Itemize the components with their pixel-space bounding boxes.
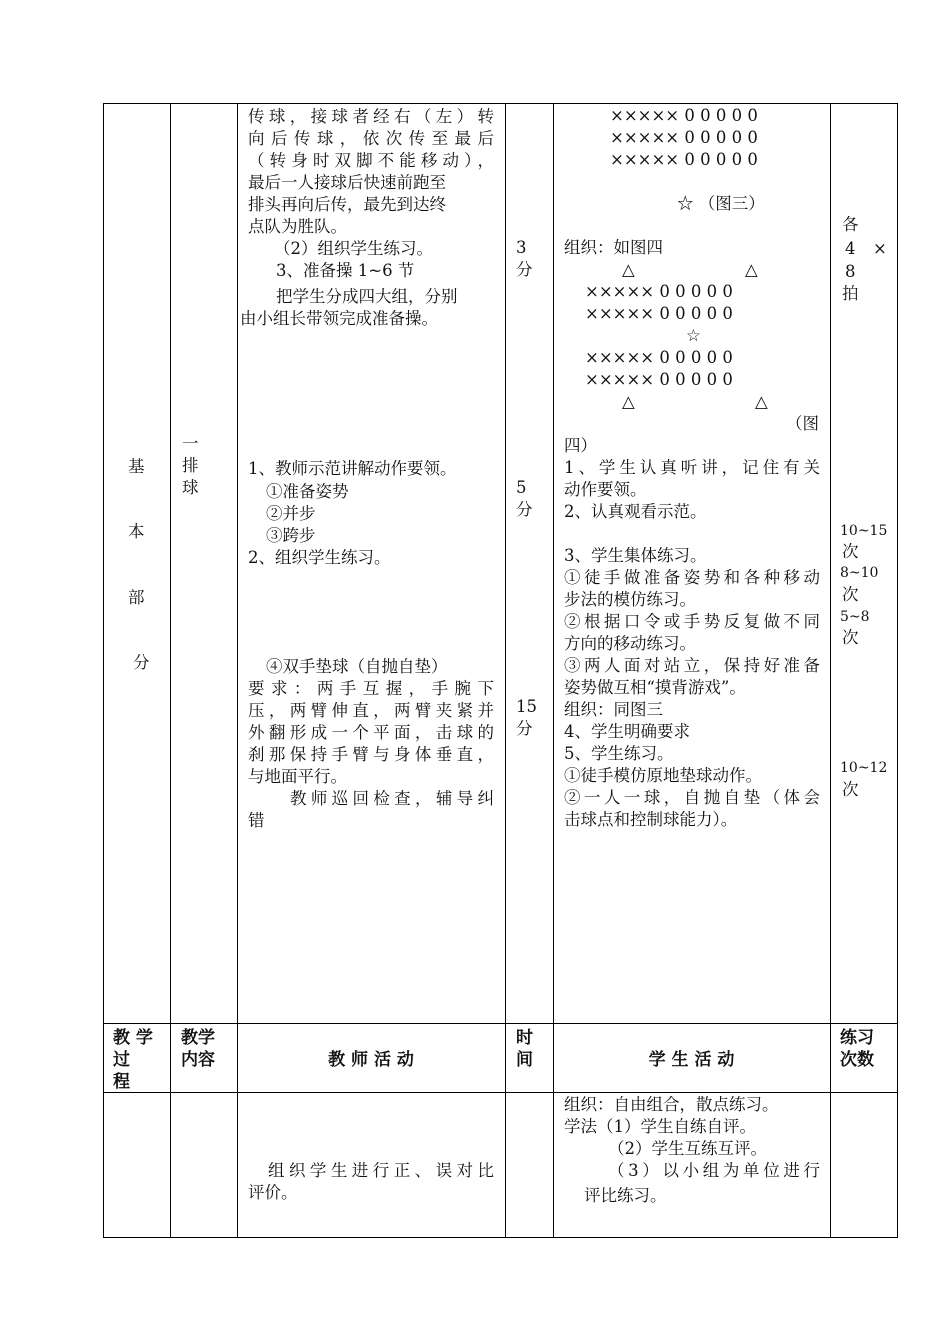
formation-row: ××××× 0 0 0 0 0 — [610, 128, 758, 147]
bottom-student-line: （3）以小组为单位进行 — [608, 1161, 820, 1180]
triangle-marker: △ — [755, 392, 768, 411]
header-student: 学 生 活 动 — [648, 1050, 735, 1070]
header-time: 时 — [516, 1028, 533, 1048]
bottom-student-line: （2）学生互练互评。 — [608, 1139, 767, 1158]
teacher-line: 要求：两手互握，手腕下 — [248, 679, 494, 698]
teacher-line: 点队为胜队。 — [248, 217, 347, 236]
teacher-line: 1、教师示范讲解动作要领。 — [248, 459, 457, 478]
header-content: 教学 — [181, 1028, 215, 1048]
header-process: 程 — [113, 1072, 130, 1092]
formation-row: ××××× 0 0 0 0 0 — [585, 304, 733, 323]
header-reps: 次数 — [840, 1050, 874, 1070]
col-border-5 — [830, 103, 831, 1238]
content-char: 排 — [182, 456, 199, 475]
header-top-border — [103, 1023, 898, 1024]
student-line: 3、学生集体练习。 — [564, 546, 707, 565]
teacher-line: 由小组长带领完成准备操。 — [240, 309, 438, 328]
reps-text: 拍 — [842, 284, 859, 303]
header-time: 间 — [516, 1050, 533, 1070]
reps-text: 次 — [842, 628, 859, 647]
teacher-line: 3、准备操 1~6 节 — [276, 261, 415, 280]
teacher-line: ④双手垫球（自抛自垫） — [266, 657, 448, 676]
figure-caption: 四） — [564, 436, 597, 455]
reps-text: 10~12 — [840, 760, 888, 776]
student-line: 击球点和控制球能力）。 — [564, 810, 738, 829]
bottom-student-line: 评比练习。 — [584, 1186, 667, 1205]
teacher-line: 把学生分成四大组，分别 — [276, 287, 458, 306]
teacher-line: ①准备姿势 — [266, 482, 349, 501]
reps-text: 各 — [842, 215, 859, 234]
teacher-line: ③跨步 — [266, 526, 316, 545]
reps-text: × — [873, 239, 887, 258]
time-value: 15 — [516, 697, 537, 716]
formation-row: ××××× 0 0 0 0 0 — [585, 370, 733, 389]
teacher-line: 教师巡回检查，辅导纠 — [290, 789, 494, 808]
student-line: ③两人面对站立，保持好准备 — [564, 656, 820, 675]
teacher-line: 压，两臂伸直，两臂夹紧并 — [248, 701, 494, 720]
student-line: ②根据口令或手势反复做不同 — [564, 612, 820, 631]
student-line: 动作要领。 — [564, 480, 647, 499]
student-line: 2、认真观看示范。 — [564, 502, 707, 521]
bottom-teacher-line: 评价。 — [248, 1183, 298, 1202]
teacher-line: （转身时双脚不能移动）， — [248, 151, 494, 170]
time-unit: 分 — [516, 719, 533, 738]
teacher-line: 2、组织学生练习。 — [248, 548, 391, 567]
col-border-6 — [897, 103, 898, 1238]
student-line: 4、学生明确要求 — [564, 722, 690, 741]
header-reps: 练习 — [840, 1028, 874, 1048]
student-line: ②一人一球，自抛自垫（体会 — [564, 788, 820, 807]
bottom-student-line: 学法（1）学生自练自评。 — [564, 1117, 756, 1136]
time-unit: 分 — [516, 260, 533, 279]
figure-caption: （图 — [786, 414, 819, 433]
student-line: 方向的移动练习。 — [564, 634, 696, 653]
process-char: 基 — [128, 457, 145, 476]
reps-text: 次 — [842, 542, 859, 561]
student-line: 步法的模仿练习。 — [564, 590, 696, 609]
process-char: 部 — [128, 588, 145, 607]
student-line: ①徒手模仿原地垫球动作。 — [564, 766, 762, 785]
col-border-0 — [103, 103, 104, 1238]
process-char: 分 — [133, 653, 150, 672]
reps-text: 10~15 — [840, 523, 888, 539]
reps-text: 8~10 — [840, 565, 879, 581]
teacher-line: 刹那保持手臂与身体垂直， — [248, 745, 494, 764]
reps-text: 5~8 — [840, 609, 870, 625]
reps-text: 次 — [842, 780, 859, 799]
teacher-line: 错 — [248, 811, 265, 830]
time-value: 3 — [516, 238, 527, 257]
organization-line: 组织：如图四 — [564, 238, 663, 257]
teacher-line: 外翻形成一个平面，击球的 — [248, 723, 494, 742]
triangle-marker: △ — [745, 260, 758, 279]
student-line: 5、学生练习。 — [564, 744, 674, 763]
formation-row: ××××× 0 0 0 0 0 — [585, 348, 733, 367]
header-content: 内容 — [181, 1050, 215, 1070]
student-line: 姿势做互相“摸背游戏”。 — [564, 678, 746, 697]
table-bottom-border — [103, 1237, 898, 1238]
header-teacher: 教 师 活 动 — [328, 1050, 414, 1070]
teacher-line: 与地面平行。 — [248, 767, 347, 786]
triangle-marker: △ — [622, 260, 635, 279]
student-line: 1、学生认真听讲，记住有关 — [564, 458, 820, 477]
formation-row: ××××× 0 0 0 0 0 — [610, 106, 758, 125]
teacher-line: 排头再向后传，最先到达终 — [248, 195, 446, 214]
figure-caption: ☆ （图三） — [677, 194, 765, 213]
bottom-student-line: 组织：自由组合，散点练习。 — [564, 1095, 779, 1114]
formation-row: ××××× 0 0 0 0 0 — [585, 282, 733, 301]
content-char: 一 — [182, 434, 199, 453]
teacher-line: 向后传球，依次传至最后 — [248, 129, 494, 148]
teacher-line: 传球，接球者经右（左）转 — [248, 107, 494, 126]
header-process: 教 学 — [113, 1028, 153, 1048]
star-marker: ☆ — [686, 326, 701, 345]
student-line: ①徒手做准备姿势和各种移动 — [564, 568, 820, 587]
teacher-line: 最后一人接球后快速前跑至 — [248, 173, 446, 192]
reps-text: 4 — [845, 239, 856, 258]
header-process: 过 — [113, 1050, 130, 1070]
process-char: 本 — [128, 522, 145, 541]
formation-row: ××××× 0 0 0 0 0 — [610, 150, 758, 169]
reps-text: 8 — [845, 262, 856, 281]
time-unit: 分 — [516, 500, 533, 519]
col-border-1 — [170, 103, 171, 1238]
student-line: 组织：同图三 — [564, 700, 663, 719]
teacher-line: ②并步 — [266, 504, 316, 523]
bottom-teacher-line: 组织学生进行正、误对比 — [268, 1161, 494, 1180]
reps-text: 次 — [842, 585, 859, 604]
teacher-line: （2）组织学生练习。 — [274, 239, 433, 258]
table-top-border — [103, 103, 898, 104]
triangle-marker: △ — [622, 392, 635, 411]
col-border-3 — [505, 103, 506, 1238]
content-char: 球 — [182, 478, 199, 497]
time-value: 5 — [516, 478, 527, 497]
header-bottom-border — [103, 1092, 898, 1093]
